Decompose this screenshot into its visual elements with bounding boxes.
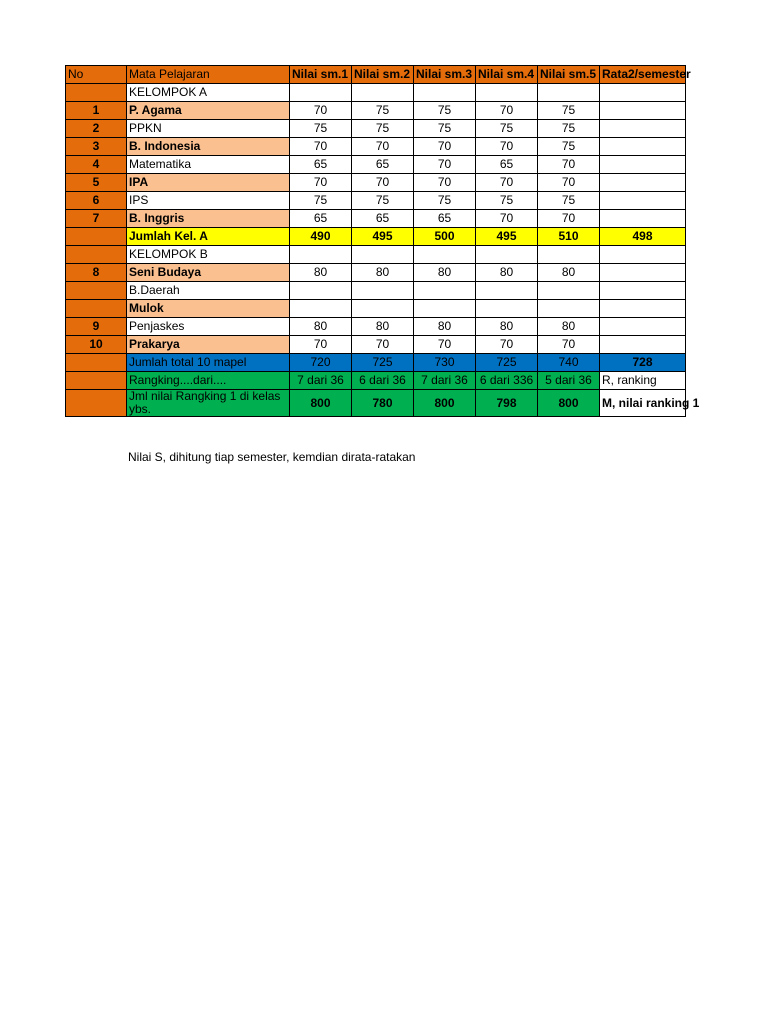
table-row <box>66 192 686 210</box>
grade-sem1[interactable]: 70 <box>290 102 352 120</box>
grade-sem4[interactable]: 70 <box>476 210 538 228</box>
header-sem5[interactable]: Nilai sm.5 <box>538 66 600 84</box>
table-row <box>66 264 686 282</box>
grade-sem2[interactable]: 70 <box>352 336 414 354</box>
subject-name[interactable]: Seni Budaya <box>127 264 290 282</box>
grade-sem4[interactable] <box>476 282 538 300</box>
grade-average[interactable] <box>600 318 686 336</box>
total-sem2[interactable]: 725 <box>352 354 414 372</box>
grade-sem3[interactable]: 75 <box>414 102 476 120</box>
grade-sem5[interactable]: 70 <box>538 174 600 192</box>
row-number[interactable]: 7 <box>66 210 127 228</box>
grade-sem5[interactable]: 80 <box>538 264 600 282</box>
table-row <box>66 300 686 318</box>
grade-sem5[interactable]: 75 <box>538 192 600 210</box>
grade-average[interactable] <box>600 282 686 300</box>
grade-sem1[interactable]: 75 <box>290 120 352 138</box>
group-b-row <box>66 246 686 264</box>
sum-a-average[interactable]: 498 <box>600 228 686 246</box>
grade-sem2[interactable]: 65 <box>352 210 414 228</box>
table-row <box>66 138 686 156</box>
empty-cell[interactable] <box>352 84 414 102</box>
sum-a-sem1[interactable]: 490 <box>290 228 352 246</box>
row-number[interactable]: 4 <box>66 156 127 174</box>
subject-name[interactable]: Mulok <box>127 300 290 318</box>
header-sem3[interactable]: Nilai sm.3 <box>414 66 476 84</box>
rank1-note[interactable]: M, nilai ranking 1 <box>600 390 686 417</box>
subject-name[interactable]: B. Inggris <box>127 210 290 228</box>
table-row <box>66 120 686 138</box>
grade-sem3[interactable] <box>414 282 476 300</box>
grade-sem5[interactable] <box>538 282 600 300</box>
grade-average[interactable] <box>600 138 686 156</box>
grade-sem4[interactable]: 75 <box>476 120 538 138</box>
footnote: Nilai S, dihitung tiap semester, kemdian dirata-ratakan <box>128 450 416 464</box>
grade-sem5[interactable]: 75 <box>538 120 600 138</box>
grade-sem2[interactable] <box>352 300 414 318</box>
table-row <box>66 282 686 300</box>
grade-sem2[interactable]: 75 <box>352 192 414 210</box>
row-number[interactable]: 8 <box>66 264 127 282</box>
grade-sem5[interactable]: 70 <box>538 156 600 174</box>
grade-sem4[interactable]: 65 <box>476 156 538 174</box>
spreadsheet-area <box>65 65 700 417</box>
ranking-sem4[interactable]: 6 dari 336 <box>476 372 538 390</box>
grade-sem4[interactable]: 70 <box>476 102 538 120</box>
grade-sem2[interactable]: 80 <box>352 318 414 336</box>
rank1-sem4[interactable]: 798 <box>476 390 538 417</box>
grade-sem2[interactable]: 70 <box>352 174 414 192</box>
sum-a-sem4[interactable]: 495 <box>476 228 538 246</box>
rank1-row <box>66 390 686 417</box>
ranking-sem3[interactable]: 7 dari 36 <box>414 372 476 390</box>
no-cell[interactable] <box>66 246 127 264</box>
no-cell[interactable] <box>66 228 127 246</box>
table-row <box>66 336 686 354</box>
no-cell[interactable] <box>66 372 127 390</box>
no-cell[interactable] <box>66 390 127 417</box>
row-number[interactable]: 3 <box>66 138 127 156</box>
ranking-note[interactable]: R, ranking <box>600 372 686 390</box>
grade-sem3[interactable]: 80 <box>414 318 476 336</box>
empty-cell[interactable] <box>476 84 538 102</box>
total-label[interactable]: Jumlah total 10 mapel <box>127 354 290 372</box>
grade-sem3[interactable] <box>414 300 476 318</box>
grade-sem2[interactable] <box>352 282 414 300</box>
ranking-sem1[interactable]: 7 dari 36 <box>290 372 352 390</box>
header-row <box>66 66 686 84</box>
grade-average[interactable] <box>600 300 686 318</box>
grade-sem1[interactable]: 65 <box>290 210 352 228</box>
table-row <box>66 102 686 120</box>
grade-sem2[interactable]: 75 <box>352 120 414 138</box>
grade-sem3[interactable]: 70 <box>414 138 476 156</box>
total-sem4[interactable]: 725 <box>476 354 538 372</box>
table-row <box>66 174 686 192</box>
rank1-sem3[interactable]: 800 <box>414 390 476 417</box>
total-sem3[interactable]: 730 <box>414 354 476 372</box>
grade-average[interactable] <box>600 102 686 120</box>
empty-cell[interactable] <box>600 84 686 102</box>
grade-average[interactable] <box>600 120 686 138</box>
grade-sem1[interactable]: 70 <box>290 336 352 354</box>
grade-sem5[interactable]: 70 <box>538 336 600 354</box>
subject-name[interactable]: Prakarya <box>127 336 290 354</box>
grade-average[interactable] <box>600 264 686 282</box>
ranking-label[interactable]: Rangking....dari.... <box>127 372 290 390</box>
grade-sem1[interactable]: 80 <box>290 264 352 282</box>
sum-a-sem3[interactable]: 500 <box>414 228 476 246</box>
row-number[interactable]: 6 <box>66 192 127 210</box>
grade-sem4[interactable]: 70 <box>476 138 538 156</box>
ranking-sem5[interactable]: 5 dari 36 <box>538 372 600 390</box>
subject-name[interactable]: Matematika <box>127 156 290 174</box>
grade-sem3[interactable]: 70 <box>414 336 476 354</box>
no-cell[interactable] <box>66 84 127 102</box>
subject-name[interactable]: B.Daerah <box>127 282 290 300</box>
group-b-label[interactable]: KELOMPOK B <box>127 246 290 264</box>
sum-a-label[interactable]: Jumlah Kel. A <box>127 228 290 246</box>
grade-sem2[interactable]: 70 <box>352 138 414 156</box>
grade-sem5[interactable] <box>538 300 600 318</box>
empty-cell[interactable] <box>352 246 414 264</box>
grade-sem2[interactable]: 75 <box>352 102 414 120</box>
grade-average[interactable] <box>600 156 686 174</box>
empty-cell[interactable] <box>600 246 686 264</box>
grade-sem1[interactable] <box>290 300 352 318</box>
grade-sem5[interactable]: 75 <box>538 138 600 156</box>
total-row <box>66 354 686 372</box>
table-row <box>66 210 686 228</box>
row-number[interactable] <box>66 282 127 300</box>
grade-average[interactable] <box>600 336 686 354</box>
row-number[interactable]: 9 <box>66 318 127 336</box>
grade-sem3[interactable]: 65 <box>414 210 476 228</box>
group-b-body <box>66 264 686 354</box>
header-average[interactable]: Rata2/semester <box>600 66 686 84</box>
sum-a-sem2[interactable]: 495 <box>352 228 414 246</box>
empty-cell[interactable] <box>290 246 352 264</box>
subject-name[interactable]: P. Agama <box>127 102 290 120</box>
grade-sem3[interactable]: 75 <box>414 120 476 138</box>
table-row <box>66 156 686 174</box>
grade-sem2[interactable]: 65 <box>352 156 414 174</box>
grade-average[interactable] <box>600 210 686 228</box>
sum-a-row <box>66 228 686 246</box>
empty-cell[interactable] <box>538 246 600 264</box>
group-a-label[interactable]: KELOMPOK A <box>127 84 290 102</box>
grade-sem3[interactable]: 80 <box>414 264 476 282</box>
grade-sem1[interactable]: 70 <box>290 138 352 156</box>
total-sem5[interactable]: 740 <box>538 354 600 372</box>
total-average[interactable]: 728 <box>600 354 686 372</box>
ranking-row <box>66 372 686 390</box>
grade-sem1[interactable]: 80 <box>290 318 352 336</box>
row-number[interactable]: 2 <box>66 120 127 138</box>
ranking-sem2[interactable]: 6 dari 36 <box>352 372 414 390</box>
grade-sem3[interactable]: 70 <box>414 156 476 174</box>
grade-sem4[interactable] <box>476 300 538 318</box>
table-row <box>66 318 686 336</box>
grade-sem1[interactable]: 65 <box>290 156 352 174</box>
no-cell[interactable] <box>66 354 127 372</box>
empty-cell[interactable] <box>290 84 352 102</box>
grade-sem5[interactable]: 75 <box>538 102 600 120</box>
header-no[interactable]: No <box>66 66 127 84</box>
row-number[interactable]: 5 <box>66 174 127 192</box>
grade-sem4[interactable]: 80 <box>476 264 538 282</box>
header-subject[interactable]: Mata Pelajaran <box>127 66 290 84</box>
empty-cell[interactable] <box>476 246 538 264</box>
subject-name[interactable]: Penjaskes <box>127 318 290 336</box>
grade-sem4[interactable]: 70 <box>476 174 538 192</box>
grade-sem1[interactable]: 70 <box>290 174 352 192</box>
row-number[interactable] <box>66 300 127 318</box>
rank1-sem2[interactable]: 780 <box>352 390 414 417</box>
header-sem4[interactable]: Nilai sm.4 <box>476 66 538 84</box>
empty-cell[interactable] <box>538 84 600 102</box>
rank1-label[interactable]: Jml nilai Rangking 1 di kelas ybs. <box>127 390 290 417</box>
group-a-row <box>66 84 686 102</box>
grade-sem4[interactable]: 80 <box>476 318 538 336</box>
grades-table <box>65 65 700 417</box>
empty-cell[interactable] <box>414 84 476 102</box>
subject-name[interactable]: IPA <box>127 174 290 192</box>
group-a-body <box>66 102 686 228</box>
header-sem2[interactable]: Nilai sm.2 <box>352 66 414 84</box>
grade-average[interactable] <box>600 192 686 210</box>
grade-sem4[interactable]: 70 <box>476 336 538 354</box>
empty-cell[interactable] <box>414 246 476 264</box>
grade-sem1[interactable]: 75 <box>290 192 352 210</box>
grade-sem5[interactable]: 70 <box>538 210 600 228</box>
subject-name[interactable]: PPKN <box>127 120 290 138</box>
grade-sem4[interactable]: 75 <box>476 192 538 210</box>
grade-average[interactable] <box>600 174 686 192</box>
grade-sem1[interactable] <box>290 282 352 300</box>
sum-a-sem5[interactable]: 510 <box>538 228 600 246</box>
grade-sem3[interactable]: 75 <box>414 192 476 210</box>
grade-sem5[interactable]: 80 <box>538 318 600 336</box>
row-number[interactable]: 1 <box>66 102 127 120</box>
subject-name[interactable]: B. Indonesia <box>127 138 290 156</box>
rank1-sem1[interactable]: 800 <box>290 390 352 417</box>
row-number[interactable]: 10 <box>66 336 127 354</box>
grade-sem2[interactable]: 80 <box>352 264 414 282</box>
total-sem1[interactable]: 720 <box>290 354 352 372</box>
rank1-sem5[interactable]: 800 <box>538 390 600 417</box>
grade-sem3[interactable]: 70 <box>414 174 476 192</box>
subject-name[interactable]: IPS <box>127 192 290 210</box>
header-sem1[interactable]: Nilai sm.1 <box>290 66 352 84</box>
